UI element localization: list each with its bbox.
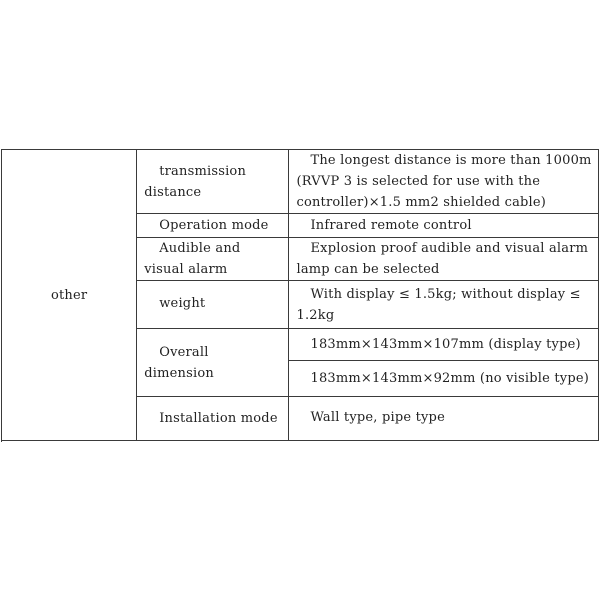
value-cell-dimension-display <box>289 329 599 361</box>
param-cell-weight <box>137 281 289 329</box>
value-text: Explosion proof audible and visual alarm lamp can be selected <box>296 241 593 277</box>
value-cell-transmission-distance <box>289 150 599 214</box>
value-cell-weight <box>289 281 599 329</box>
param-label: Audible and visual alarm <box>144 241 245 277</box>
value-text: Infrared remote control <box>310 218 472 233</box>
param-cell-operation-mode <box>137 214 289 238</box>
value-text: Wall type, pipe type <box>310 410 445 425</box>
value-text: With display ≤ 1.5kg; without display ≤ 1.2kg <box>296 286 586 323</box>
param-cell-installation-mode <box>137 397 289 441</box>
value-cell-operation-mode <box>289 214 599 238</box>
category-cell <box>2 150 137 441</box>
param-cell-transmission-distance <box>137 150 289 214</box>
param-label: Installation mode <box>159 411 278 426</box>
param-label: Overall dimension <box>144 344 214 381</box>
param-label: transmission distance <box>144 163 251 200</box>
value-text: The longest distance is more than 1000m (RVVP 3 is selected for use with the controller)×1.5 mm2 shielded cable) <box>296 153 596 210</box>
table-row <box>2 150 599 214</box>
value-cell-alarm <box>289 238 599 281</box>
param-label: Operation mode <box>159 218 269 233</box>
value-cell-installation-mode <box>289 397 599 441</box>
value-text: 183mm×143mm×107mm (display type) <box>310 337 581 352</box>
value-text: 183mm×143mm×92mm (no visible type) <box>310 371 590 386</box>
category-label: other <box>50 287 88 303</box>
spec-table <box>1 149 599 441</box>
value-cell-dimension-no-visible <box>289 361 599 397</box>
param-cell-overall-dimension <box>137 329 289 397</box>
param-label: weight <box>159 296 206 311</box>
param-cell-alarm <box>137 238 289 281</box>
